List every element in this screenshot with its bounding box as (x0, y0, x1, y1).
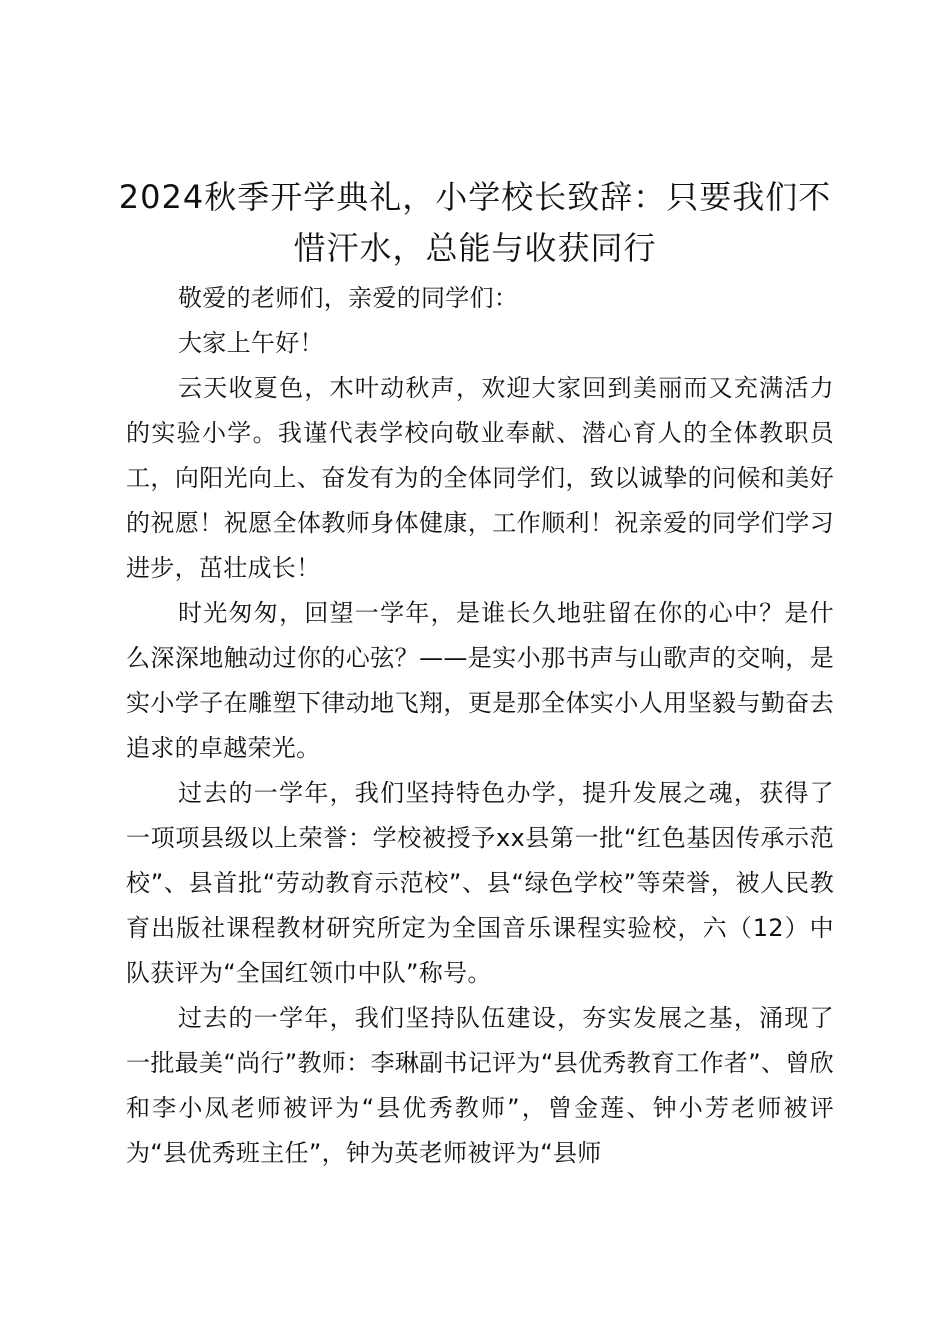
paragraph-reflection: 时光匆匆，回望一学年，是谁长久地驻留在你的心中？是什么深深地触动过你的心弦？——是实小那书声与山歌声的交响，是实小学子在雕塑下律动地飞翔，更是那全体实小人用坚毅与勤奋去追求的卓越荣光。 (126, 599, 834, 762)
document-body (126, 276, 834, 1176)
paragraph-salutation: 敬爱的老师们，亲爱的同学们： (178, 284, 519, 312)
paragraph-teachers: 过去的一学年，我们坚持队伍建设，夯实发展之基，涌现了一批最美“尚行”教师：李琳副书记评为“县优秀教育工作者”、曾欣和李小凤老师被评为“县优秀教师”，曾金莲、钟小芳老师被评为“县优秀班主任”，钟为英老师被评为“县师 (126, 1004, 834, 1167)
paragraph-welcome: 云天收夏色，木叶动秋声，欢迎大家回到美丽而又充满活力的实验小学。我谨代表学校向敬业奉献、潜心育人的全体教职员工，向阳光向上、奋发有为的全体同学们，致以诚挚的问候和美好的祝愿！祝愿全体教师身体健康，工作顺利！祝亲爱的同学们学习进步，茁壮成长！ (126, 374, 834, 582)
document-title: 2024秋季开学典礼，小学校长致辞：只要我们不惜汗水，总能与收获同行 (118, 178, 832, 267)
paragraph-honors: 过去的一学年，我们坚持特色办学，提升发展之魂，获得了一项项县级以上荣誉：学校被授予xx县第一批“红色基因传承示范校”、县首批“劳动教育示范校”、县“绿色学校”等荣誉，被人民教育出版社课程教材研究所定为全国音乐课程实验校，六（12）中队获评为“全国红领巾中队”称号。 (126, 779, 834, 987)
paragraph-greeting: 大家上午好！ (178, 329, 324, 357)
